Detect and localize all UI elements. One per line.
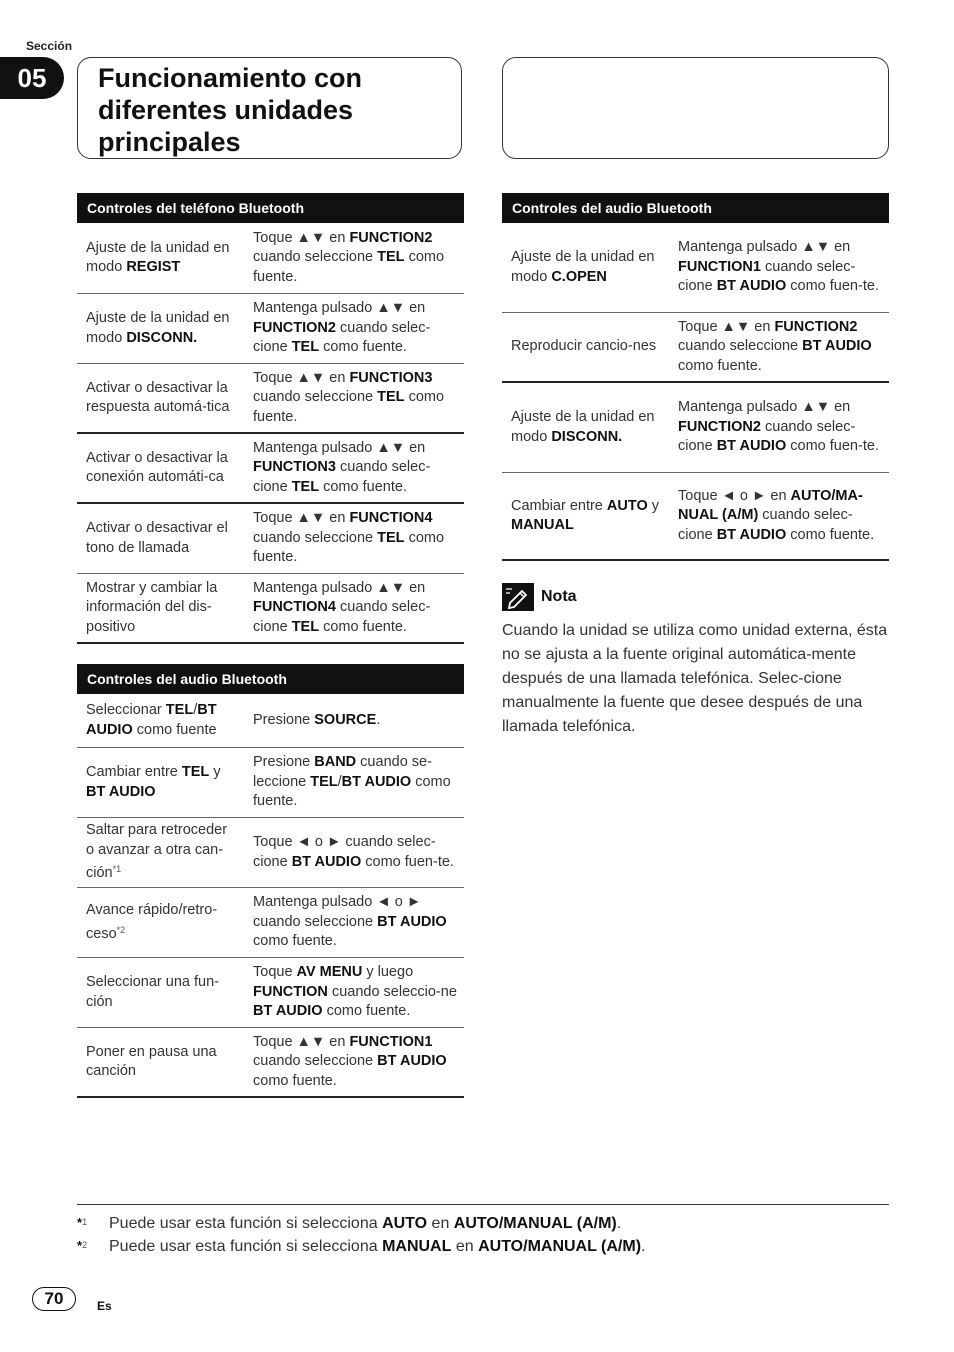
note-label: Nota	[541, 588, 577, 605]
operation-text: Mantenga pulsado ▲▼ en FUNCTION2 cuando selec-cione BT AUDIO como fuen-te.	[678, 399, 879, 455]
operation-text: Toque ▲▼ en FUNCTION2 cuando seleccione TEL como fuente.	[253, 229, 445, 285]
table-row	[77, 818, 464, 888]
operation-cell	[669, 473, 889, 559]
action-cell	[77, 1028, 244, 1096]
table-row	[77, 223, 464, 294]
operation-text: Toque ▲▼ en FUNCTION3 cuando seleccione TEL como fuente.	[253, 369, 445, 425]
section-number-tab: 05	[0, 57, 64, 99]
table-row	[502, 473, 889, 561]
phone-controls-table	[77, 193, 464, 644]
table-header: Controles del teléfono Bluetooth	[77, 193, 464, 223]
page-title: Funcionamiento con diferentes unidades principales	[98, 63, 363, 157]
action-cell	[502, 223, 669, 312]
footnote-1	[77, 1215, 621, 1233]
operation-text: Mantenga pulsado ◄ o ► cuando seleccione BT AUDIO como fuente.	[253, 894, 447, 950]
action-text: Seleccionar TEL/BT AUDIO como fuente	[86, 702, 217, 738]
action-cell	[77, 694, 244, 747]
operation-cell	[244, 434, 464, 502]
action-text: Reproducir cancio-nes	[511, 338, 657, 355]
action-text: Activar o desactivar la conexión automáti-ca	[86, 449, 228, 485]
operation-cell	[669, 223, 889, 312]
operation-cell	[244, 958, 464, 1027]
footnote-text: Puede usar esta función si selecciona MANUAL en AUTO/MANUAL (A/M).	[109, 1238, 646, 1255]
operation-cell	[244, 888, 464, 957]
operation-text: Toque ▲▼ en FUNCTION2 cuando seleccione BT AUDIO como fuente.	[678, 318, 872, 374]
action-cell	[77, 364, 244, 432]
operation-text: Toque AV MENU y luego FUNCTION cuando seleccio-ne BT AUDIO como fuente.	[253, 964, 457, 1020]
action-text: Cambiar entre TEL y BT AUDIO	[86, 764, 221, 800]
table-header: Controles del audio Bluetooth	[77, 664, 464, 694]
operation-cell	[244, 504, 464, 573]
action-cell	[77, 818, 244, 887]
action-cell	[502, 313, 669, 381]
operation-cell	[244, 694, 464, 747]
action-text: Avance rápido/retro-ceso$^{*2}$	[86, 902, 218, 942]
action-text: Activar o desactivar el tono de llamada	[86, 520, 228, 556]
operation-text: Toque ◄ o ► en AUTO/MA-NUAL (A/M) cuando selec-cione BT AUDIO como fuente.	[678, 487, 875, 543]
footnote-divider	[77, 1204, 889, 1205]
action-text: Activar o desactivar la respuesta automá-tica	[86, 379, 230, 415]
operation-cell	[244, 818, 464, 887]
action-text: Ajuste de la unidad en modo C.OPEN	[511, 249, 655, 285]
table-row	[77, 748, 464, 818]
table-header: Controles del audio Bluetooth	[502, 193, 889, 223]
operation-text: Mantenga pulsado ▲▼ en FUNCTION3 cuando selec-cione TEL como fuente.	[253, 439, 431, 495]
operation-cell	[244, 364, 464, 432]
audio-controls-table-continued	[502, 193, 889, 561]
action-text: Ajuste de la unidad en modo DISCONN.	[86, 310, 230, 346]
table-row	[502, 383, 889, 473]
language-code: Es	[97, 1299, 112, 1313]
operation-text: Toque ▲▼ en FUNCTION1 cuando seleccione BT AUDIO como fuente.	[253, 1033, 447, 1089]
title-box	[77, 57, 462, 159]
action-cell	[77, 504, 244, 573]
footnote-marker: *$^1$	[77, 1215, 88, 1230]
table-row	[77, 294, 464, 364]
section-label: Sección	[26, 39, 73, 53]
operation-cell	[669, 313, 889, 381]
action-cell	[502, 473, 669, 559]
table-row	[77, 1028, 464, 1098]
action-cell	[77, 888, 244, 957]
note-heading	[502, 583, 577, 611]
footnote-text: Puede usar esta función si selecciona AUTO en AUTO/MANUAL (A/M).	[109, 1215, 622, 1232]
operation-text: Presione BAND cuando se-leccione TEL/BT AUDIO como fuente.	[253, 754, 451, 810]
table-row	[502, 223, 889, 313]
action-text: Seleccionar una fun-ción	[86, 974, 219, 1010]
table-row	[77, 888, 464, 958]
page-number: 70	[32, 1287, 76, 1311]
action-cell	[77, 748, 244, 817]
action-cell	[77, 294, 244, 363]
operation-cell	[669, 383, 889, 472]
operation-cell	[244, 1028, 464, 1096]
operation-text: Presione SOURCE.	[253, 711, 381, 728]
empty-title-box	[502, 57, 889, 159]
operation-text: Mantenga pulsado ▲▼ en FUNCTION4 cuando selec-cione TEL como fuente.	[253, 579, 431, 635]
table-row	[77, 694, 464, 748]
pencil-note-icon	[502, 583, 534, 611]
action-cell	[77, 574, 244, 642]
action-cell	[502, 383, 669, 472]
operation-cell	[244, 748, 464, 817]
action-text: Ajuste de la unidad en modo REGIST	[86, 239, 230, 275]
action-cell	[77, 434, 244, 502]
audio-controls-table	[77, 664, 464, 1098]
table-row	[77, 364, 464, 434]
action-text: Cambiar entre AUTO y MANUAL	[511, 497, 660, 533]
operation-cell	[244, 223, 464, 293]
table-row	[77, 958, 464, 1028]
note-text: Cuando la unidad se utiliza como unidad externa, ésta no se ajusta a la fuente original automática-mente después de una llamada telefónica. Selec-cione manualmente la fuente que desee después de una llamada telefónica.	[502, 622, 888, 735]
table-row	[77, 434, 464, 504]
footnote-marker: *$^2$	[77, 1238, 88, 1253]
action-cell	[77, 223, 244, 293]
operation-text: Mantenga pulsado ▲▼ en FUNCTION1 cuando selec-cione BT AUDIO como fuen-te.	[678, 239, 879, 295]
action-text: Ajuste de la unidad en modo DISCONN.	[511, 409, 655, 445]
table-row	[77, 574, 464, 644]
table-row	[502, 313, 889, 383]
operation-text: Mantenga pulsado ▲▼ en FUNCTION2 cuando selec-cione TEL como fuente.	[253, 300, 431, 356]
action-cell	[77, 958, 244, 1027]
operation-text: Toque ◄ o ► cuando selec-cione BT AUDIO como fuen-te.	[253, 834, 454, 870]
operation-cell	[244, 574, 464, 642]
operation-cell	[244, 294, 464, 363]
operation-text: Toque ▲▼ en FUNCTION4 cuando seleccione TEL como fuente.	[253, 510, 445, 566]
table-row	[77, 504, 464, 574]
action-text: Poner en pausa una canción	[86, 1043, 217, 1079]
footnote-2	[77, 1238, 645, 1256]
action-text: Mostrar y cambiar la información del dis-positivo	[86, 579, 218, 635]
action-text: Saltar para retroceder o avanzar a otra can-ción$^{*1}$	[86, 822, 228, 882]
